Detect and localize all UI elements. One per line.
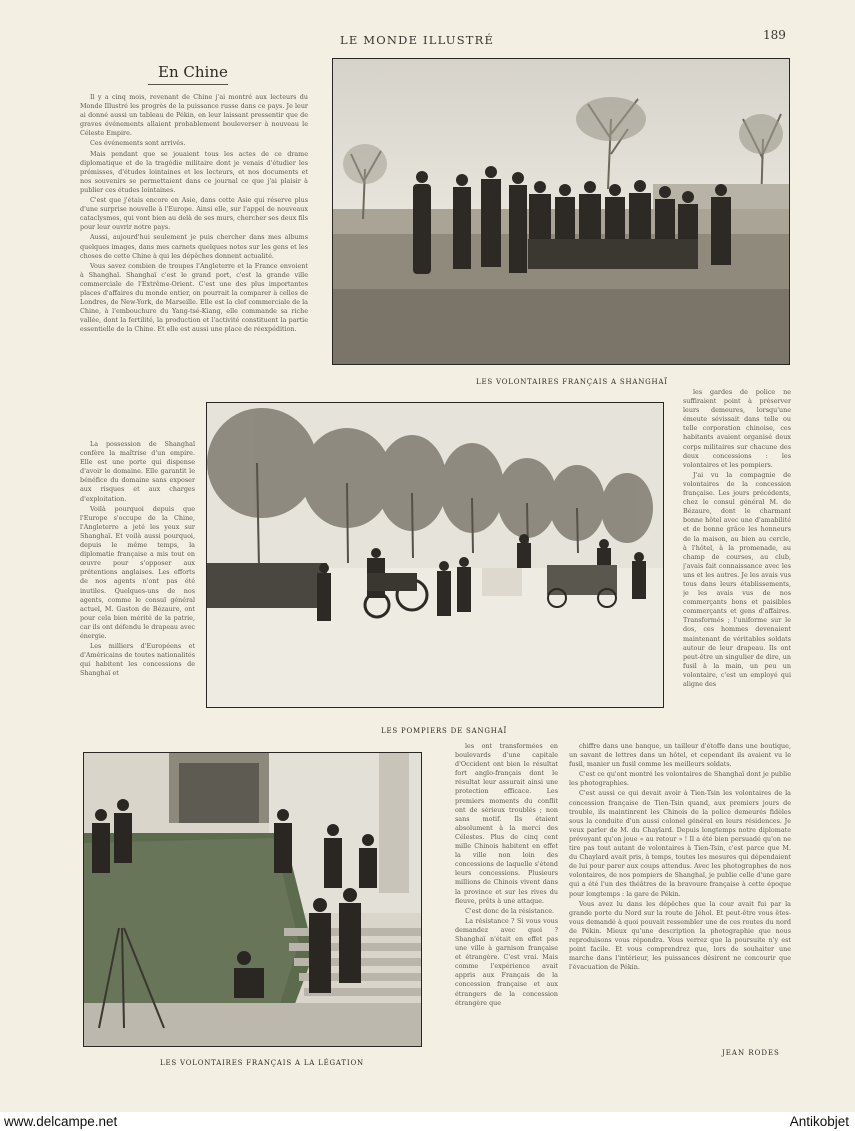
paragraph: Les milliers d'Européens et d'Américains de toutes nationalités qui habitent les concessions de Shanghaï et (80, 642, 195, 678)
footer-source-link[interactable]: www.delcampe.net (4, 1114, 118, 1129)
photo-shanghai-firemen (206, 402, 664, 708)
text-column-1-lower (80, 440, 195, 740)
paragraph: C'est que j'étais encore en Asie, dans cette Asie qui réserve plus d'une surprise nouvelle à l'Europe. Ainsi elle, sur l'appel de nouveaux cataclysmes, qui vont bien au delà de ses murs, chercher ses deux fils pour leur ouvrir notre pays. (80, 196, 308, 232)
paragraph: Vous avez lu dans les dépêches que la cour avait fui par la grande porte du Nord sur la route de Jéhol. Et peut-être vous êtes-vous demandé à quoi pouvait ressembler une de ces routes du nord de Pékin. Mieux qu'une description la photographie que nous reproduisons vous répondra. Vous verrez que la poursuite n'y est point facile. Et vous comprendrez que, lors de souhaiter une marche dans l'intérieur, les puissances désirent ne concourir que l'évacuation de Pékin. (569, 899, 791, 972)
footer-seller-name: Antikobjet (789, 1114, 849, 1129)
paragraph: Aussi, aujourd'hui seulement je puis chercher dans mes albums quelques images, dans mes carnets quelques notes sur les gens et les choses de cette Chine à qui les dépêches donnent actualité. (80, 233, 308, 260)
paragraph: C'est aussi ce qui devait avoir à Tien-Tsin les volontaires de la concession française de Tien-Tsin quand, aux premiers jours de trouble, ils maintinrent les Chinois de la police demeurés fidèles sous la conduite d'un aussi colonel général en leurs résidences. Je veux parler de M. du Chaylard. Depuis longtemps notre diplomate prévoyant qu'on joue « au retour » ! Il a été bien persuadé qu'on ne tire pas tout autant de volontaires à Tien-Tsin, c'est parce que M. du Chaylard avait pris, à temps, toutes les mesures qui dépendaient de lui pour parer aux coups attendus. Avec les photographes de nos volontaires, de nos pompiers de Shanghaï, je publie celle d'une gare qui a été l'un des théâtres de la bravoure française à cette époque pour longtemps : la gare de Pékin. (569, 789, 791, 898)
paragraph: C'est donc de la résistance. (465, 906, 555, 915)
caption-photo-1: LES VOLONTAIRES FRANÇAIS A SHANGHAÏ (476, 378, 668, 386)
paragraph: Voilà pourquoi depuis que l'Europe s'occupe de la Chine, l'Angleterre a jeté les yeux sur Shanghaï. Et voilà aussi pourquoi, depuis le même temps, la diplomatie française a mis tout en œuvre pour s'opposer aux prétentions anglaises. Les efforts de nos agents n'ont pas été inutiles. Quelques-uns de nos agents, comme le consul général actuel, M. Gaston de Bézaure, ont pour cela bien mérité de la patrie, car ils ont défendu le drapeau avec énergie. (80, 504, 195, 640)
page-number: 189 (763, 28, 786, 42)
caption-photo-2: LES POMPIERS DE SANGHAÏ (381, 727, 508, 735)
text-column-1-top (80, 93, 308, 438)
journal-title: LE MONDE ILLUSTRÉ (340, 33, 495, 47)
paragraph: La résistance ? Si vous vous demandez avec quoi ? Shanghaï n'était en effet pas une ville à garnison française et étrangère. C'est vrai. Mais comme l'expérience avait appris aux Français de la concession française et aux étrangers de la concession étrangère que (455, 916, 558, 1007)
paragraph: C'est ce qu'ont montré les volontaires de Shanghaï dont je publie les photographies. (569, 770, 791, 788)
text-column-3-bottom (569, 742, 791, 1044)
article-title: En Chine (158, 63, 228, 81)
caption-photo-3: LES VOLONTAIRES FRANÇAIS A LA LÉGATION (160, 1059, 364, 1067)
paragraph: Mais pendant que se jouaient tous les actes de ce drame diplomatique et de la tragédie militaire dont je venais d'étudier les prémisses, d'études lointaines et les lecteurs, et nos documents et nos souvenirs se permettaient dans ce journal ce que j'ai plaisir à publier ces études lointaines. (80, 149, 308, 194)
title-divider (148, 84, 228, 85)
paragraph: Vous savez combien de troupes l'Angleterre et la France envoient à Shanghaï. Shanghaï c'est le grand port, c'est la grande ville commerciale de l'Extrême-Orient. C'est une des plus importantes places d'affaires du monde entier, on pourrait la comparer à celles de Londres, de New-York, de Marseille. Elle est la clef commerciale de la Chine, à l'embouchure du Yang-tsé-Kiang, elle commande sa riche vallée, dont la fertilité, la production et l'activité constituent la partie essentielle de la Chine. Et elle est aussi une place de réexpédition. (80, 261, 308, 334)
author-signature: JEAN RODES (722, 1049, 780, 1057)
paragraph: chiffre dans une banque, un tailleur d'étoffe dans une boutique, un savant de lettres dans un hôtel, et cependant ils avaient vu le fusil, manier un fusil comme les meilleurs soldats. (569, 742, 791, 769)
paragraph: La possession de Shanghaï confère la maîtrise d'un empire. Elle est une porte qui dispense d'avoir le domaine. Elle garantit le bénéfice du domaine sans exposer aux risques et aux charges d'exploitation. (80, 440, 195, 503)
paragraph: Il y a cinq mois, revenant de Chine j'ai montré aux lecteurs du Monde Illustré les progrès de la puissance russe dans ce pays. Je leur ai donné aussi un tableau de Pékin, en leur laissant pressentir que de graves événements allaient probablement bouleverser à nouveau le Céleste Empire. (80, 93, 308, 138)
paragraph: Ces événements sont arrivés. (90, 139, 186, 148)
text-column-right (683, 388, 791, 738)
watermark-footer (0, 1112, 855, 1131)
page-header (0, 28, 855, 49)
text-column-2-bottom (455, 742, 558, 1070)
paragraph: les ont transformées en boulevards d'une capitale d'Occident ont bien le résultat fort anglo-français dont le résultat leur assurait ainsi une protection efficace. Les premiers moments du conflit ont de sérieux troublés ; non sans motif. Ils étaient absolument à la merci des Célestes. Plus de cinq cent mille Chinois habitent en effet la ville non loin des concessions de laquelle s'étend leurs concessions. Plusieurs millions de Chinois vivent dans la province et sur les rives du fleuve, prêts à une attaque. (455, 742, 558, 905)
paragraph: J'ai vu la compagnie de volontaires de la concession française. Les jours précédents, chez le consul général M. de Bézaure, dont le charmant bonne hôtel avec une d'amabilité et de bonne grâce les honneurs de la maison, au bien au cercle, à l'hôtel, à la promenade, au champ de courses, au club, j'avais fait connaissance avec les uns et les autres. Je les avais vus tous dans leurs établissements, je les avais vus de nos commerçants bons et paisibles commerçants et gens d'affaires. Transformés ; l'uniforme sur le dos, ces hommes devenaient maintenant de véritables soldats autour de leur drapeau. Ils ont peut-être un singulier de dire, un fusil à la main, un peu un volontaire, c'est un employé qui aligne des (683, 470, 791, 688)
photo-french-volunteers-legation (83, 752, 422, 1047)
paragraph: les gardes de police ne suffiraient point à préserver leurs demeures, lorsqu'une émeute sévissait dans telle ou telle corporation chinoise, ces habitants avaient organisé deux corps militaires sur chacune des deux concessions : les volontaires et les pompiers. (683, 388, 791, 469)
photo-french-volunteers-shanghai (332, 58, 790, 365)
